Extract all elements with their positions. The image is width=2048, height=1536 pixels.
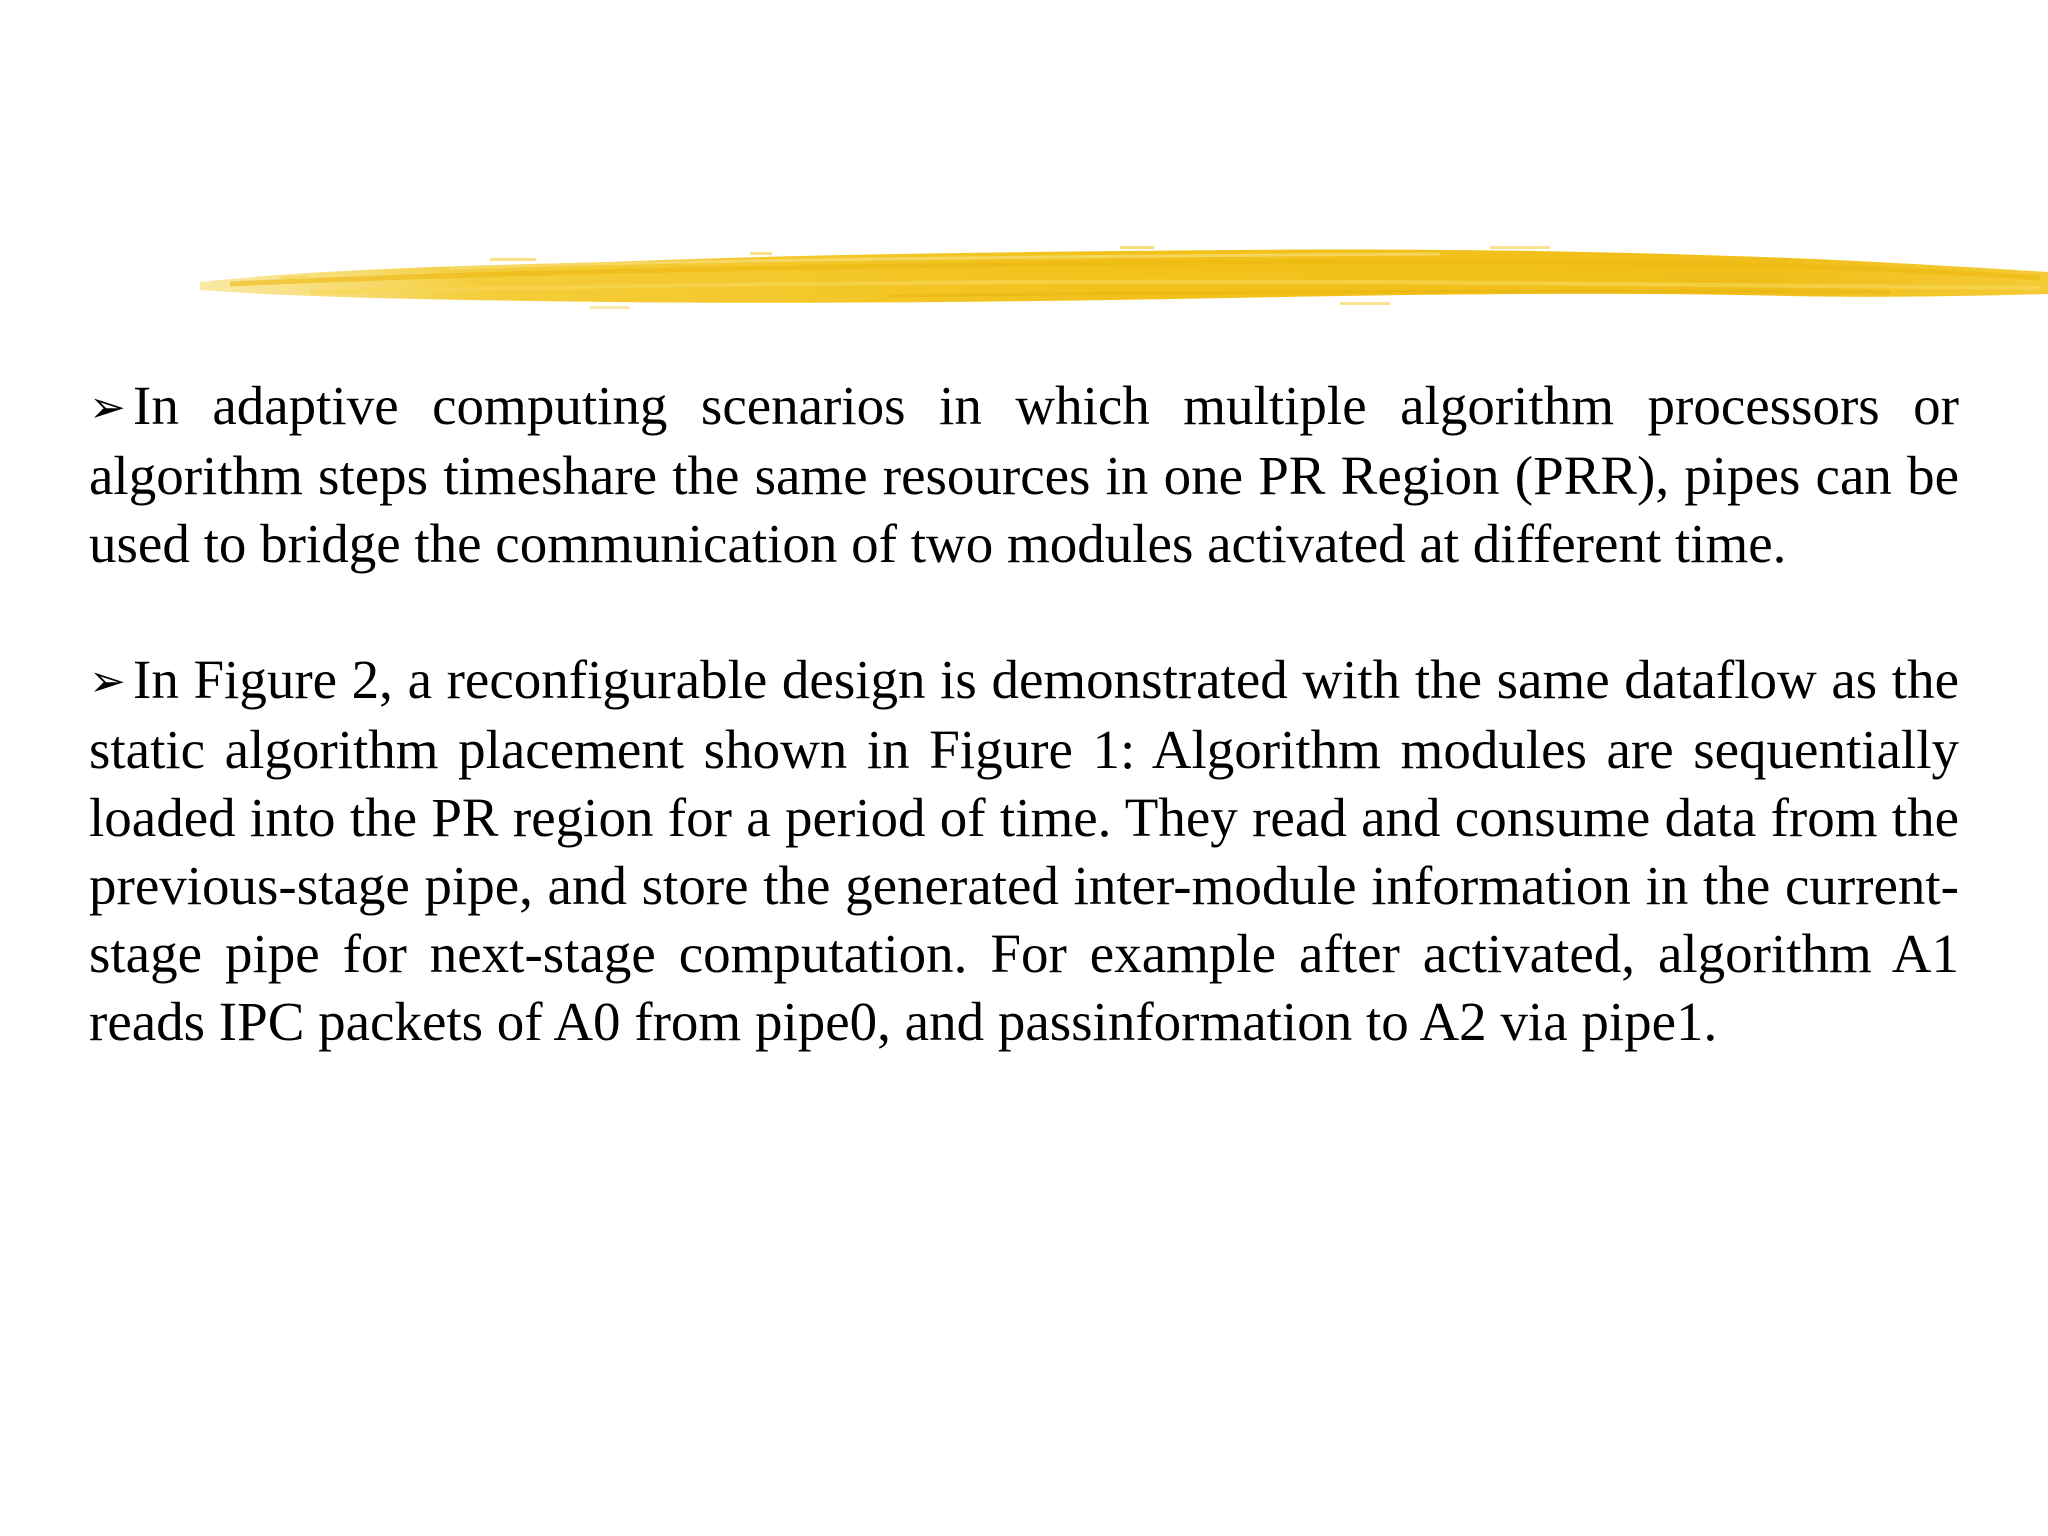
bullet-text: In adaptive computing scenarios in which multiple algorithm processors or algorithm steps timeshare the same resources in one PR Region (PRR), pipes can be used to bridge the communication of two modules activated at different time. [89, 375, 1959, 574]
bullet-item [89, 646, 1959, 1056]
arrow-bullet-icon: ➢ [89, 382, 126, 433]
bullet-text: In Figure 2, a reconfigurable design is demonstrated with the same dataflow as the static algorithm placement shown in Figure 1: Algorithm modules are sequentially loaded into the PR region for a period of time. They read and consume data from the previous-stage pipe, and store the generated inter-module information in the current-stage pipe for next-stage computation. For example after activated, algorithm A1 reads IPC packets of A0 from pipe0, and passinformation to A2 via pipe1. [89, 649, 1959, 1052]
slide-body [89, 372, 1959, 1056]
arrow-bullet-icon: ➢ [89, 656, 126, 707]
bullet-item [89, 372, 1959, 578]
brush-stroke-decoration [190, 232, 2048, 322]
